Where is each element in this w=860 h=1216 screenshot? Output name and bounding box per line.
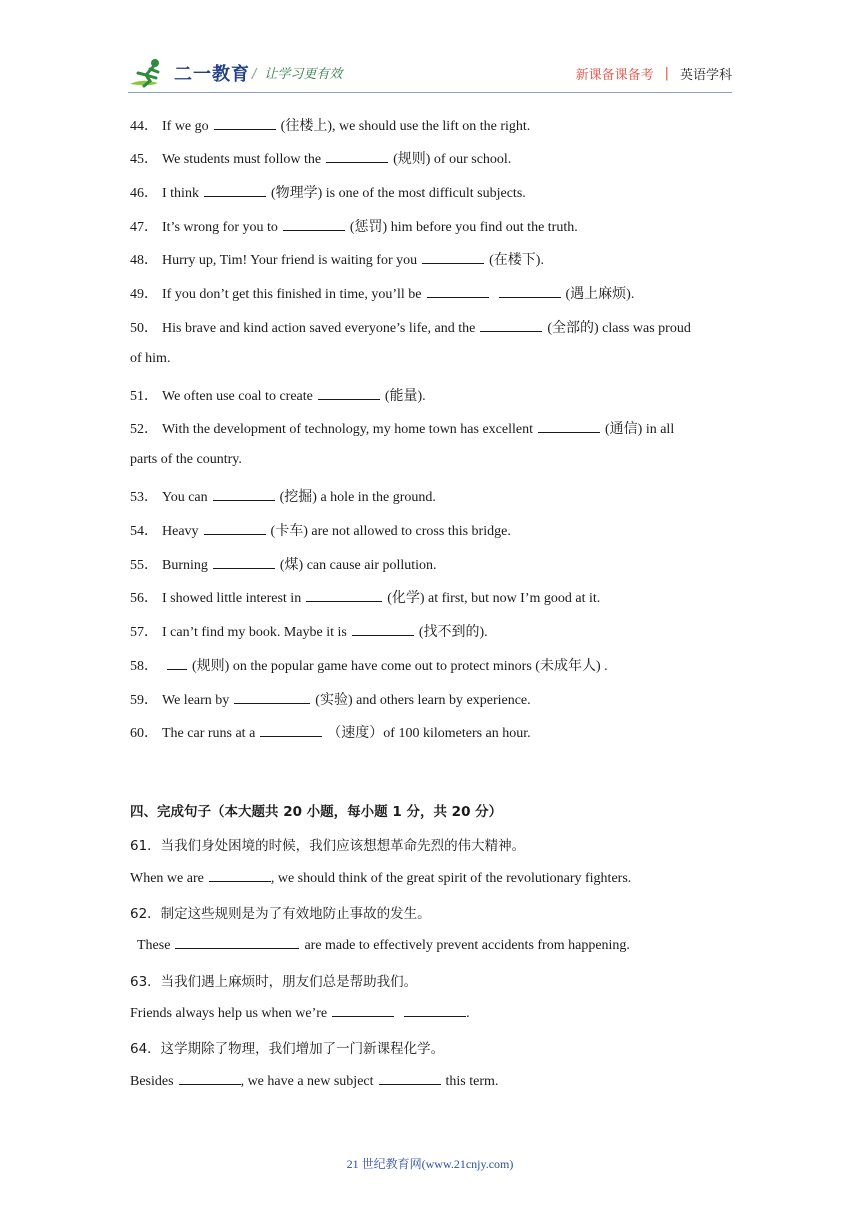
question-46: 46． I think (物理学) is one of the most difficult subjects. [130,186,526,201]
slogan: / 让学习更有效 [252,67,343,82]
question-61-en: When we are , we should think of the great spirit of the revolutionary fighters. [130,871,632,886]
section-4-title: 四、完成句子（本大题共 20 小题，每小题 1 分，共 20 分） [130,804,503,820]
question-51: 51． We often use coal to create (能量). [130,389,426,404]
page-footer: 21 世纪教育网(www.21cnjy.com) [346,1157,514,1171]
header-right [576,64,732,83]
question-57: 57． I can’t find my book. Maybe it is (找不到的). [130,625,488,640]
runner-logo-icon [128,56,172,90]
question-54: 54． Heavy (卡车) are not allowed to cross this bridge. [130,524,511,539]
header-separator: | [664,66,669,81]
question-62-cn: 62．制定这些规则是为了有效地防止事故的发生。 [130,906,431,922]
question-48: 48． Hurry up, Tim! Your friend is waiting for you (在楼下). [130,253,544,268]
question-60: 60． The car runs at a （速度）of 100 kilometers an hour. [130,726,531,741]
question-64-en: Besides , we have a new subject this term. [130,1074,499,1089]
question-56: 56． I showed little interest in (化学) at first, but now I’m good at it. [130,591,601,606]
logo-text: 二一教育 [174,64,250,85]
header-subject: 英语学科 [679,68,732,83]
question-58: 58． (规则) on the popular game have come out to protect minors (未成年人) . [130,659,608,674]
question-59: 59． We learn by (实验) and others learn by experience. [130,693,531,708]
question-64-cn: 64．这学期除了物理，我们增加了一门新课程化学。 [130,1041,445,1057]
question-62-en: These are made to effectively prevent accidents from happening. [137,938,630,953]
question-55: 55． Burning (煤) can cause air pollution. [130,558,437,573]
page-header [128,50,732,96]
question-61-cn: 61．当我们身处困境的时候，我们应该想想革命先烈的伟大精神。 [130,838,526,854]
question-52: 52． With the development of technology, my home town has excellent (通信) in all [130,422,675,437]
question-53: 53． You can (挖掘) a hole in the ground. [130,490,436,505]
header-divider [128,92,732,93]
question-63-cn: 63．当我们遇上麻烦时，朋友们总是帮助我们。 [130,974,418,990]
question-47: 47． It’s wrong for you to (惩罚) him before you find out the truth. [130,220,578,235]
question-52-cont: parts of the country. [130,452,242,467]
question-49: 49． If you don’t get this finished in time, you’ll be (遇上麻烦). [130,287,635,302]
question-50-cont: of him. [130,351,171,366]
header-category: 新课备课备考 [575,68,654,83]
logo [128,56,250,90]
question-63-en: Friends always help us when we’re . [130,1006,470,1021]
question-44: 44． If we go (往楼上), we should use the lift on the right. [130,119,531,134]
question-50: 50． His brave and kind action saved everyone’s life, and the (全部的) class was proud [130,321,691,336]
question-45: 45． We students must follow the (规则) of our school. [130,152,512,167]
